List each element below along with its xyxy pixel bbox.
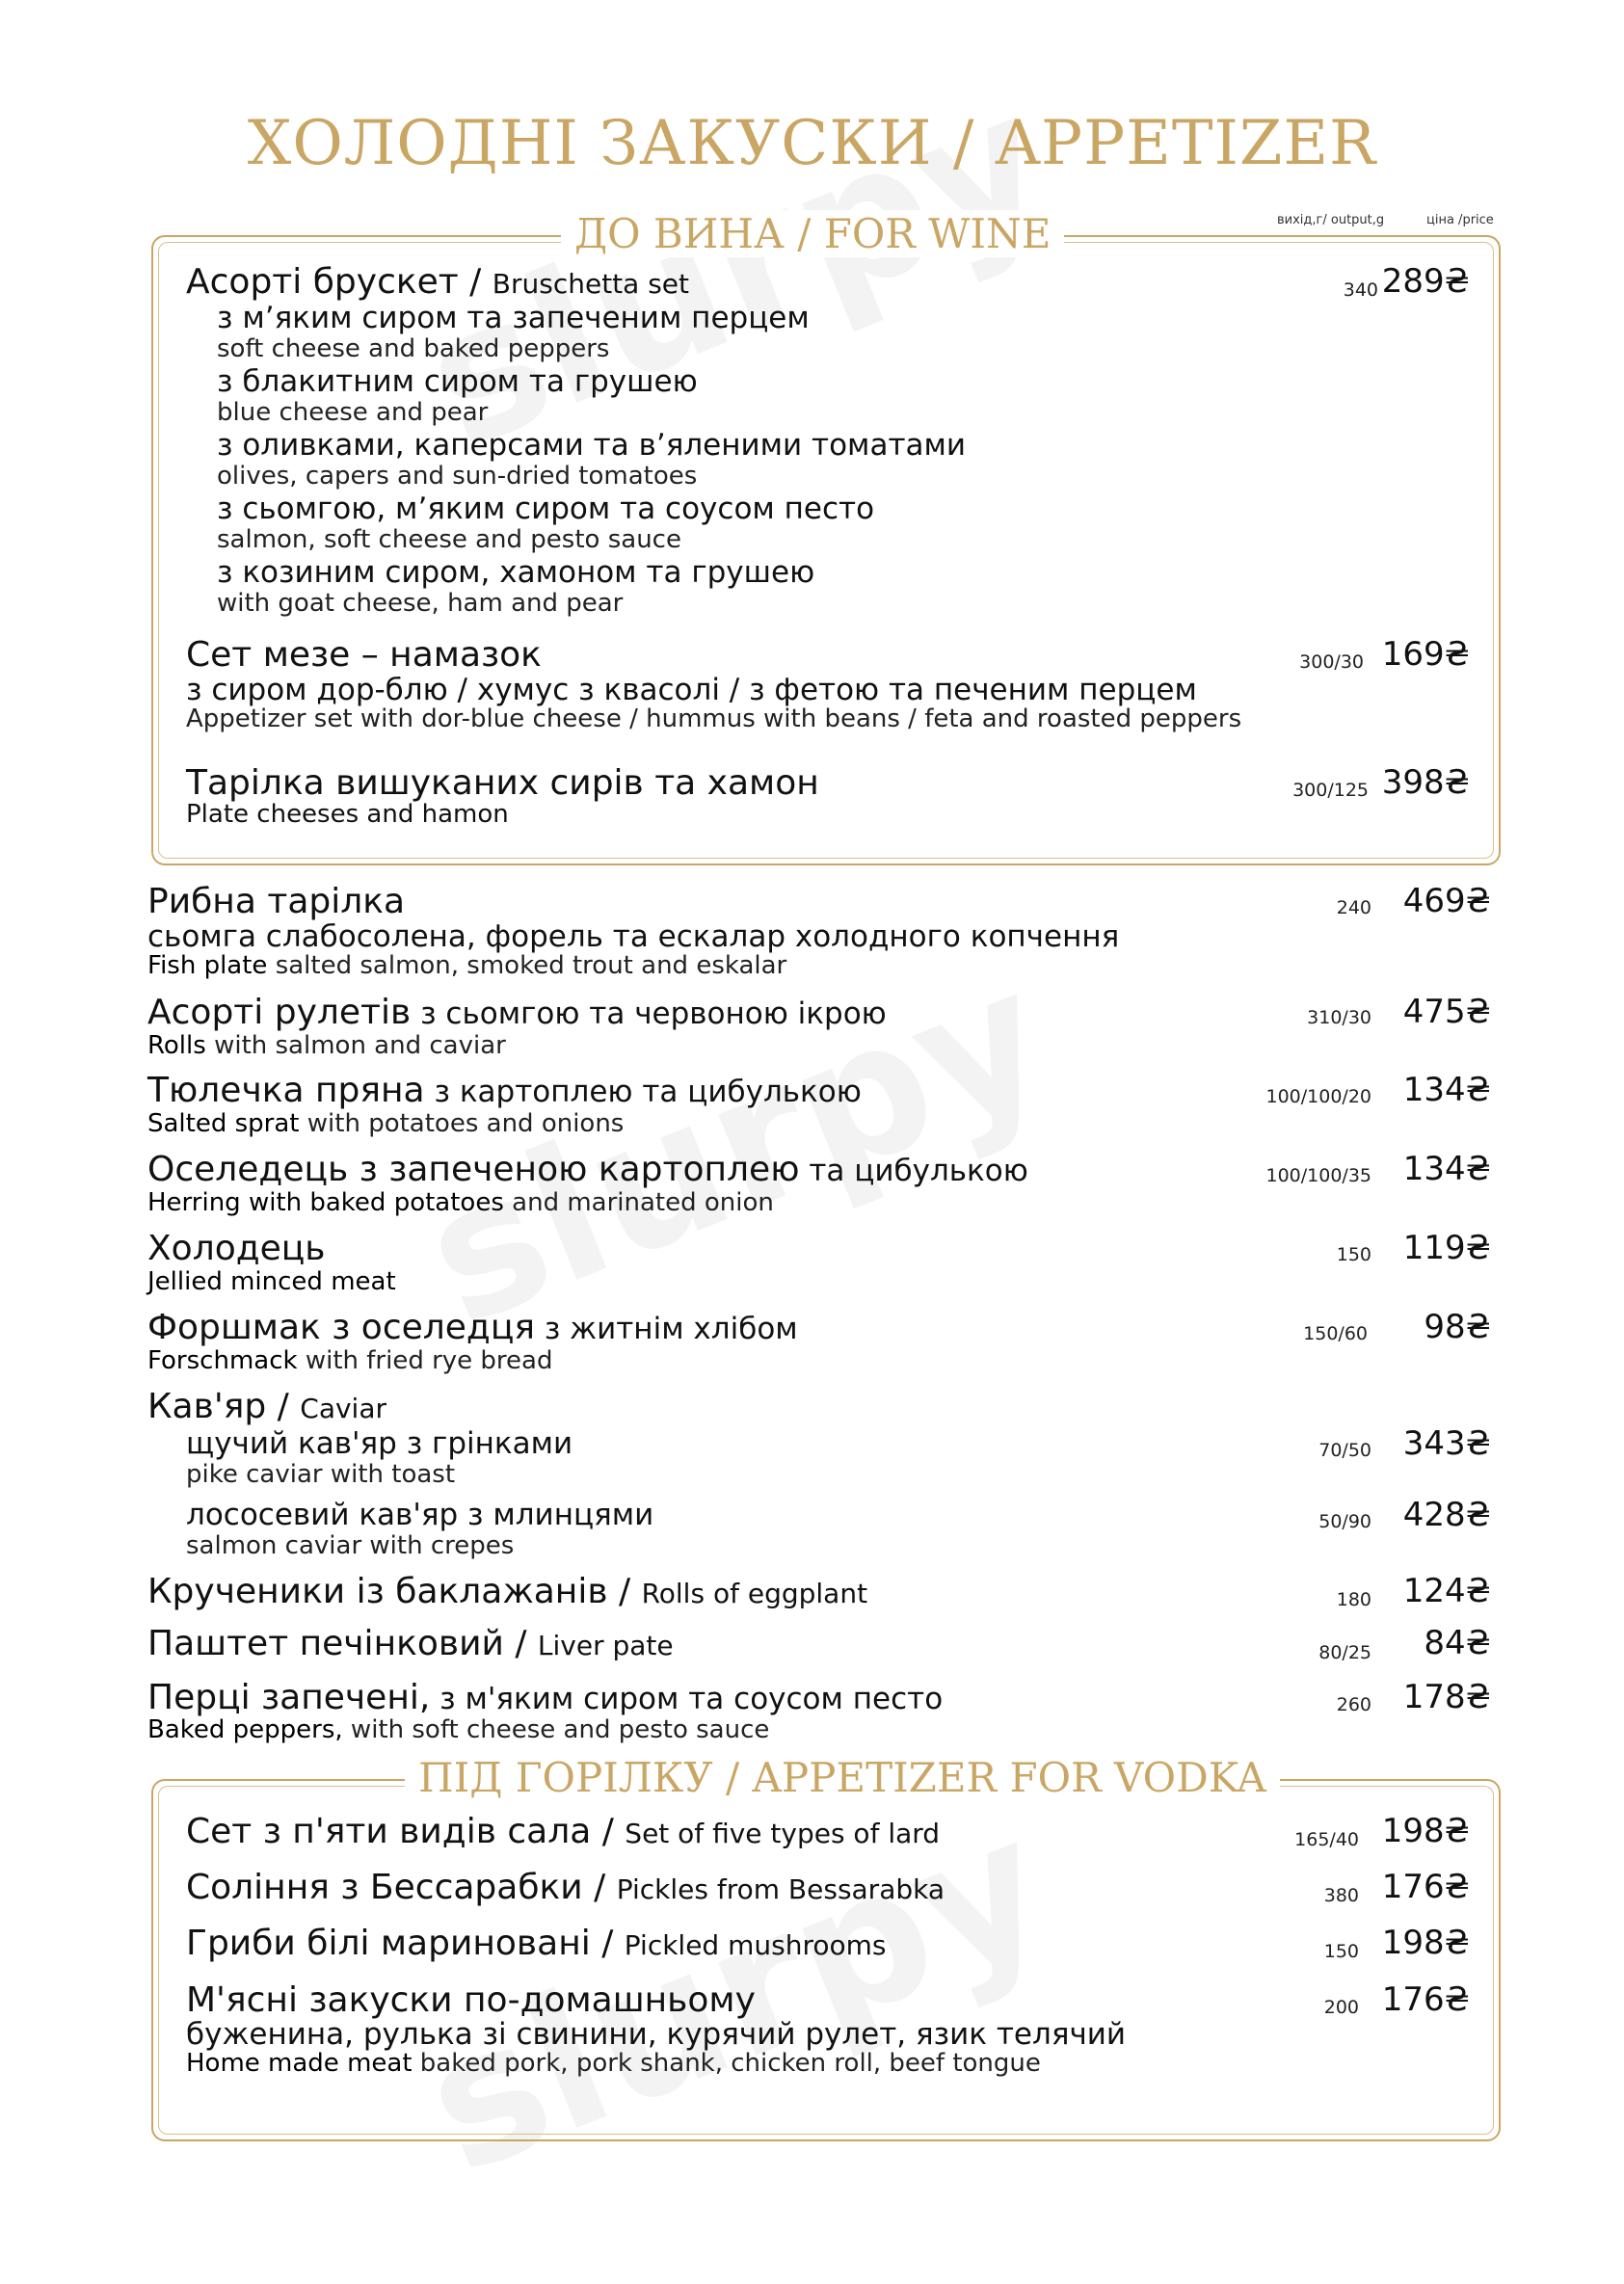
bruschetta-name: Асорті брускет / Bruschetta set — [186, 262, 689, 302]
menu-item-name: Сет з п'яти видів сала / Set of five types of lard — [186, 1812, 941, 1851]
menu-item-name: Гриби білі мариновані / Pickled mushrooms — [186, 1924, 887, 1963]
menu-item-en: Fish plate salted salmon, smoked trout and eskalar — [147, 951, 787, 980]
menu-item-price: 475₴ — [1402, 993, 1491, 1031]
menu-item-en: Jellied minced meat — [147, 1267, 396, 1296]
menu-item-en: Forschmack with fried rye bread — [147, 1346, 553, 1375]
menu-item-weight: 180 — [1336, 1589, 1371, 1610]
menu-item-desc: буженина, рулька зі свинини, курячий рулет, язик телячий — [186, 2017, 1127, 2052]
menu-item-weight: 200 — [1323, 1997, 1359, 2018]
cheese-plate-name: Тарілка вишуканих сирів та хамон — [186, 763, 819, 803]
bruschetta-sub-en: blue cheese and pear — [217, 398, 489, 427]
meze-desc: з сиром дор-блю / хумус з квасолі / з фетою та печеним перцем — [186, 673, 1197, 707]
caviar-sub-price: 343₴ — [1402, 1424, 1491, 1463]
menu-item-en: Salted sprat with potatoes and onions — [147, 1109, 625, 1138]
menu-item-weight: 380 — [1323, 1885, 1359, 1906]
meze-en: Appetizer set with dor-blue cheese / hummus with beans / feta and roasted peppers — [186, 704, 1242, 733]
menu-item-weight: 150/60 — [1303, 1323, 1368, 1344]
menu-item-name: Соління з Бессарабки / Pickles from Bessarabka — [186, 1868, 945, 1907]
menu-item-price: 469₴ — [1402, 882, 1491, 920]
caviar-sub-ua: лососевий кав'яр з млинцями — [186, 1498, 654, 1532]
bruschetta-sub-ua: з м’яким сиром та запеченим перцем — [217, 301, 810, 335]
meze-price: 169₴ — [1381, 635, 1470, 674]
menu-item-price: 124₴ — [1402, 1572, 1491, 1610]
cheese-plate-price: 398₴ — [1381, 763, 1470, 802]
menu-item-price: 98₴ — [1424, 1308, 1491, 1346]
menu-item-name: Паштет печінковий / Liver pate — [147, 1624, 674, 1663]
bruschetta-sub-ua: з сьомгою, м’яким сиром та соусом песто — [217, 491, 875, 526]
menu-item-weight: 150 — [1323, 1941, 1359, 1962]
caviar-name: Кав'яр / Caviar — [147, 1387, 386, 1426]
menu-item-name: Асорті рулетів з сьомгою та червоною ікрою — [147, 993, 887, 1032]
menu-item-name: Тюлечка пряна з картоплею та цибулькою — [147, 1071, 862, 1110]
menu-item-desc: сьомга слабосолена, форель та ескалар холодного копчення — [147, 919, 1120, 954]
caviar-sub-ua: щучий кав'яр з грінками — [186, 1426, 573, 1461]
bruschetta-sub-ua: з блакитним сиром та грушею — [217, 364, 698, 399]
bruschetta-sub-ua: з козиним сиром, хамоном та грушею — [217, 555, 815, 590]
vodka-section-heading: ПІД ГОРІЛКУ / APPETIZER FOR VODKA — [405, 1754, 1280, 1801]
menu-item-price: 198₴ — [1381, 1812, 1470, 1850]
menu-item-price: 134₴ — [1402, 1071, 1491, 1109]
menu-item-price: 176₴ — [1381, 1980, 1470, 2019]
bruschetta-sub-ua: з оливками, каперсами та в’яленими томатами — [217, 428, 967, 463]
caviar-sub-weight: 50/90 — [1318, 1511, 1371, 1532]
menu-item-weight: 240 — [1336, 897, 1371, 918]
bruschetta-weight: 340 — [1343, 279, 1378, 301]
menu-item-weight: 260 — [1336, 1694, 1371, 1715]
wine-section-heading: ДО ВИНА / FOR WINE — [561, 210, 1064, 257]
menu-item-name: Форшмак з оселедця з житнім хлібом — [147, 1308, 798, 1347]
menu-item-weight: 80/25 — [1318, 1642, 1371, 1663]
column-header-output: вихід,г/ output,g — [1277, 213, 1385, 227]
bruschetta-sub-en: salmon, soft cheese and pesto sauce — [217, 525, 681, 554]
menu-item-name: Крученики із баклажанів / Rolls of eggplant — [147, 1572, 868, 1611]
menu-item-price: 84₴ — [1424, 1624, 1491, 1662]
caviar-sub-weight: 70/50 — [1318, 1440, 1371, 1461]
menu-item-weight: 100/100/35 — [1265, 1165, 1371, 1186]
caviar-sub-en: pike caviar with toast — [186, 1460, 456, 1489]
caviar-sub-en: salmon caviar with crepes — [186, 1531, 515, 1560]
menu-item-price: 119₴ — [1402, 1229, 1491, 1267]
menu-item-weight: 165/40 — [1294, 1829, 1359, 1850]
menu-item-en: Home made meat baked pork, pork shank, chicken roll, beef tongue — [186, 2049, 1041, 2078]
menu-item-name: Перці запечені, з м'яким сиром та соусом песто — [147, 1678, 944, 1717]
cheese-plate-weight: 300/125 — [1292, 780, 1369, 801]
meze-weight: 300/30 — [1299, 651, 1364, 673]
column-header-price: ціна /price — [1426, 213, 1494, 227]
menu-item-en: Rolls with salmon and caviar — [147, 1031, 506, 1060]
cheese-plate-en: Plate cheeses and hamon — [186, 800, 509, 829]
menu-item-price: 176₴ — [1381, 1868, 1470, 1906]
menu-item-weight: 310/30 — [1307, 1007, 1371, 1028]
menu-item-name: М'ясні закуски по-домашньому — [186, 1980, 756, 2020]
caviar-sub-price: 428₴ — [1402, 1496, 1491, 1534]
menu-item-price: 178₴ — [1402, 1678, 1491, 1716]
bruschetta-sub-en: soft cheese and baked peppers — [217, 334, 610, 363]
page-title: ХОЛОДНІ ЗАКУСКИ / APPETIZER — [247, 108, 1377, 179]
bruschetta-price: 289₴ — [1381, 262, 1470, 301]
menu-item-weight: 100/100/20 — [1265, 1086, 1371, 1107]
menu-item-name: Рибна тарілка — [147, 882, 406, 921]
bruschetta-sub-en: with goat cheese, ham and pear — [217, 589, 624, 618]
menu-item-price: 134₴ — [1402, 1150, 1491, 1188]
meze-name: Сет мезе – намазок — [186, 635, 542, 675]
menu-item-price: 198₴ — [1381, 1924, 1470, 1962]
bruschetta-sub-en: olives, capers and sun-dried tomatoes — [217, 462, 698, 491]
menu-item-en: Herring with baked potatoes and marinated onion — [147, 1188, 774, 1217]
menu-item-name: Оселедець з запеченою картоплею та цибулькою — [147, 1150, 1028, 1189]
menu-item-weight: 150 — [1336, 1244, 1371, 1265]
menu-item-name: Холодець — [147, 1229, 326, 1268]
menu-item-en: Baked peppers, with soft cheese and pesto sauce — [147, 1715, 770, 1744]
